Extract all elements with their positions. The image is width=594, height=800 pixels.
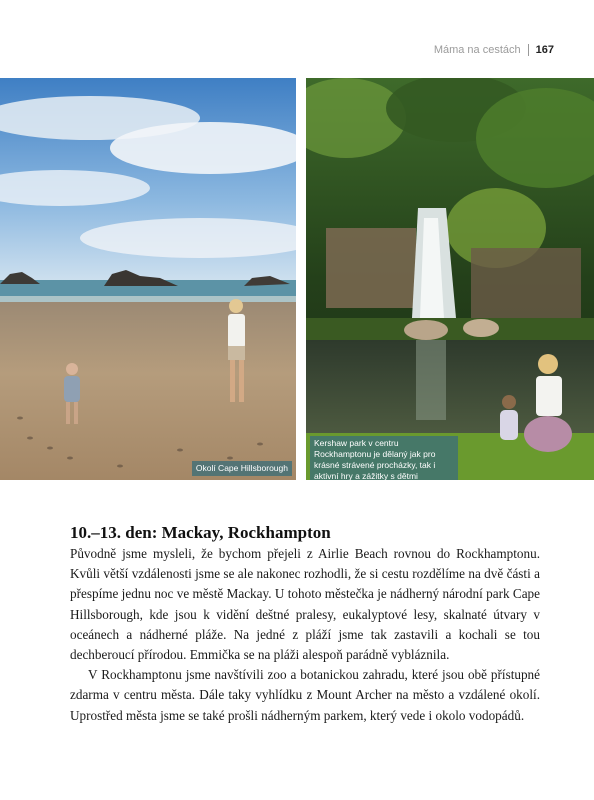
park-photo: [306, 78, 594, 480]
page-number: 167: [535, 44, 554, 56]
article-body: [70, 544, 540, 726]
book-title: Máma na cestách: [433, 44, 521, 56]
beach-photo-caption: Okolí Cape Hillsborough: [192, 461, 292, 476]
beach-photo-image: [0, 78, 296, 480]
section-title: 10.–13. den: Mackay, Rockhampton: [70, 523, 331, 542]
paragraph-2: V Rockhamptonu jsme navštívili zoo a botanickou zahradu, které jsou obě přístupné zdarma v centru města. Dále taky vyhlídku z Mount Archer na město a vzdálené okolí. Uprostřed města jsme se také prošli nádherným parkem, který vede i okolo vodopádů.: [70, 667, 540, 723]
park-photo-caption: Kershaw park v centru Rockhamptonu je dělaný jak pro krásné strávené procházky, tak i aktivní hry a zážitky s dětmi: [310, 436, 458, 480]
paragraph-1: Původně jsme mysleli, že bychom přejeli z Airlie Beach rovnou do Rockhamptonu. Kvůli větší vzdálenosti jsme se ale nakonec rozhodli, že si cestu rozdělíme na dvě části a přespíme jednu noc ve městě Mackay. U tohoto městečka je nádherný národní park Cape Hillsborough, kde jsou k vidění deštné pralesy, eukalyptové lesy, skalnaté útvary v oceánech a nádherné pláže. Na jedné z pláží jsme tak zastavili a kochali se tou dechberoucí přírodou. Emmička se na pláži alespoň parádně vybláznila.: [70, 546, 540, 663]
beach-photo: [0, 78, 296, 480]
park-photo-image: [306, 78, 594, 480]
running-header: [434, 44, 554, 56]
header-divider: [528, 44, 529, 56]
